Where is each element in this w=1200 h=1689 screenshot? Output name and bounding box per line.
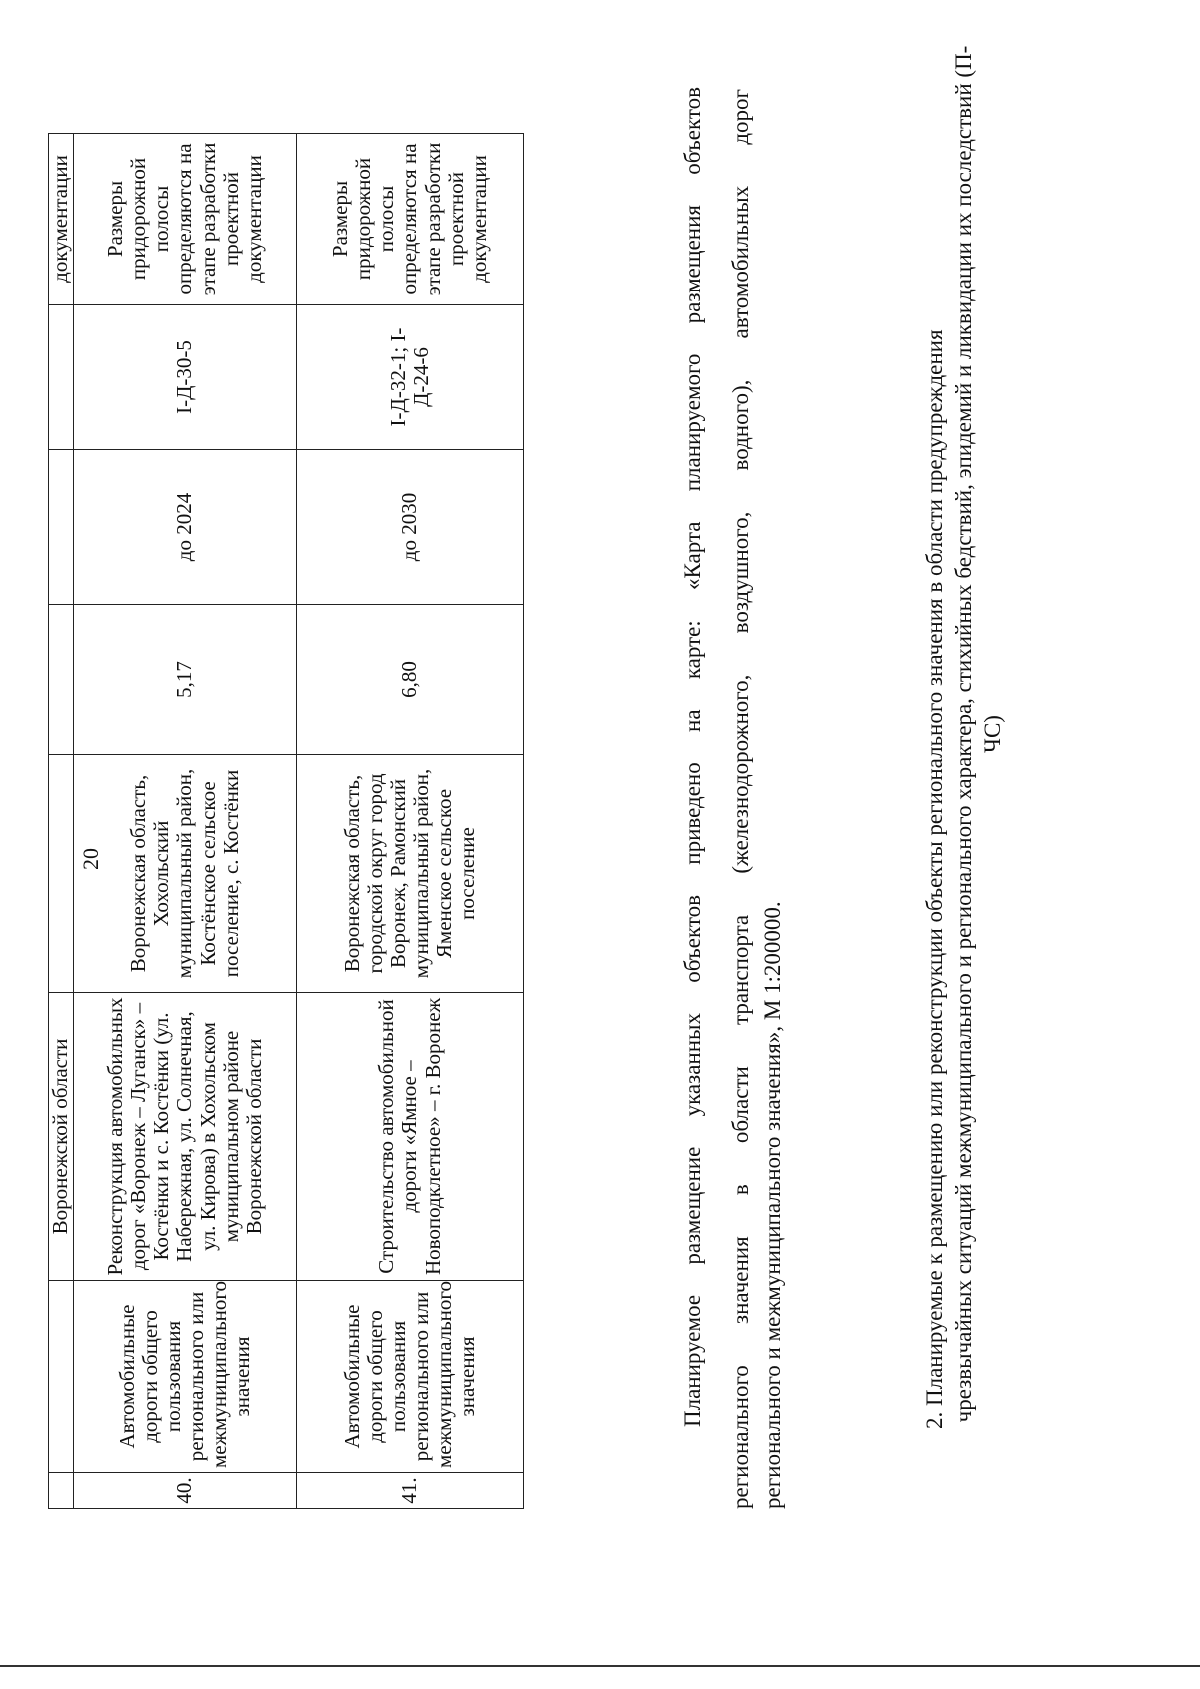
object-deadline: до 2024	[74, 450, 297, 605]
scan-edge-line	[0, 1665, 1200, 1667]
table-row	[74, 134, 297, 1509]
table-row	[297, 134, 524, 1509]
page-number: 20	[78, 848, 103, 870]
object-length: 6,80	[297, 605, 524, 755]
object-map-code: I-Д-32-1; I-Д-24-6	[297, 305, 524, 450]
section-2-heading	[920, 39, 1007, 1429]
object-zone: Размеры придорожной полосы определяются на этапе разработки проектной документации	[297, 134, 524, 305]
table-continuation-row	[49, 134, 74, 1509]
object-type: Автомобильные дороги общего пользования регионального или межмуниципального значения	[297, 1281, 524, 1473]
object-map-code: I-Д-30-5	[74, 305, 297, 450]
table-cell	[49, 305, 74, 450]
table-cell: Воронежской области	[49, 993, 74, 1281]
object-deadline: до 2030	[297, 450, 524, 605]
paragraph-line: Планируемое размещение указанных объектов приведено на карте: «Карта планируемого размещения объектов	[680, 87, 705, 1427]
object-location: Воронежская область, городской округ город Воронеж, Рамонский муниципальный район, Яменское сельское поселение	[297, 755, 524, 993]
table-cell	[49, 450, 74, 605]
section-heading-line: 2. Планируемые к размещению или реконструкции объекты регионального значения в области предупреждения	[922, 329, 947, 1429]
table-cell	[49, 1281, 74, 1473]
object-name: Строительство автомобильной дороги «Ямное – Новоподклетное» – г. Воронеж	[297, 993, 524, 1281]
object-zone: Размеры придорожной полосы определяются на этапе разработки проектной документации	[74, 134, 297, 305]
row-number: 41.	[297, 1473, 524, 1509]
table-cell	[49, 755, 74, 993]
object-type: Автомобильные дороги общего пользования регионального или межмуниципального значения	[74, 1281, 297, 1473]
map-reference-paragraph	[680, 87, 712, 1427]
table-cell	[49, 1473, 74, 1509]
objects-table	[48, 133, 524, 1509]
map-reference-paragraph-end	[760, 89, 792, 1509]
table-cell	[49, 605, 74, 755]
object-length: 5,17	[74, 605, 297, 755]
table-cell: документации	[49, 134, 74, 305]
section-heading-rest: чрезвычайных ситуаций межмуниципального и регионального характера, стихийных бедствий, эпидемий и ликвидации их последствий (П-ЧС)	[951, 45, 1005, 1423]
paragraph-line: регионального значения в области транспорта (железнодорожного, воздушного, водного), автомобильных дорог	[728, 89, 753, 1509]
paragraph-line: регионального и межмуниципального значения», М 1:200000.	[760, 901, 785, 1509]
map-reference-paragraph-cont	[728, 89, 760, 1509]
object-location: Воронежская область, Хохольский муниципальный район, Костёнское сельское поселение, с. Костёнки	[74, 755, 297, 993]
object-name: Реконструкция автомобильных дорог «Воронеж – Луганск» – Костёнки и с. Костёнки (ул. Набережная, ул. Солнечная, ул. Кирова) в Хохольском муниципальном районе Воронежской области	[74, 993, 297, 1281]
row-number: 40.	[74, 1473, 297, 1509]
